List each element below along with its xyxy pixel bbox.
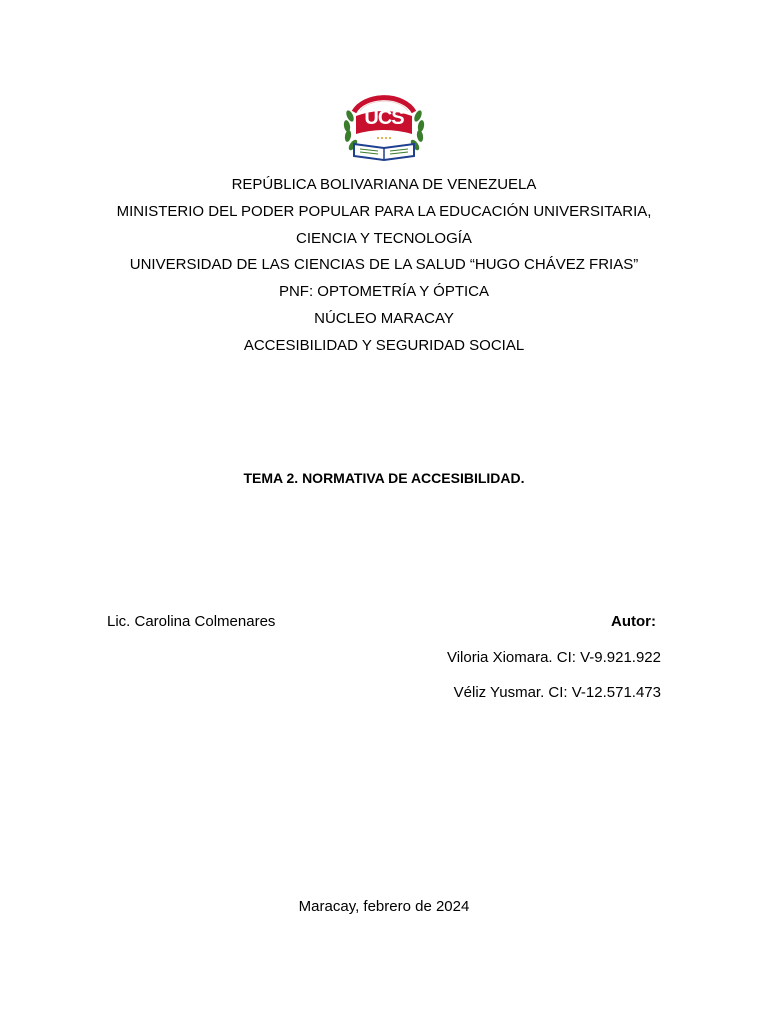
document-topic: TEMA 2. NORMATIVA DE ACCESIBILIDAD. [243, 470, 525, 486]
header-line-course: ACCESIBILIDAD Y SEGURIDAD SOCIAL [243, 336, 525, 354]
header-line-ministry-cont: CIENCIA Y TECNOLOGÍA [296, 229, 472, 247]
header-line-university: UNIVERSIDAD DE LAS CIENCIAS DE LA SALUD “HUGO CHÁVEZ FRIAS” [129, 256, 639, 274]
university-logo [340, 86, 428, 164]
header-line-country: REPÚBLICA BOLIVARIANA DE VENEZUELA [231, 176, 537, 193]
header-line-campus: NÚCLEO MARACAY [314, 309, 454, 327]
author-name-2: Véliz Yusmar. CI: V-12.571.473 [453, 684, 661, 701]
advisor-name: Lic. Carolina Colmenares [107, 613, 276, 630]
header-line-program: PNF: OPTOMETRÍA Y ÓPTICA [278, 283, 490, 301]
institution-header [0, 172, 768, 360]
author-name-1: Viloria Xiomara. CI: V-9.921.922 [446, 649, 661, 666]
header-line-ministry: MINISTERIO DEL PODER POPULAR PARA LA EDUCACIÓN UNIVERSITARIA, [116, 202, 652, 220]
author-label: Autor: [611, 613, 656, 630]
place-date: Maracay, febrero de 2024 [298, 898, 470, 915]
logo-text: UCS [364, 107, 404, 129]
